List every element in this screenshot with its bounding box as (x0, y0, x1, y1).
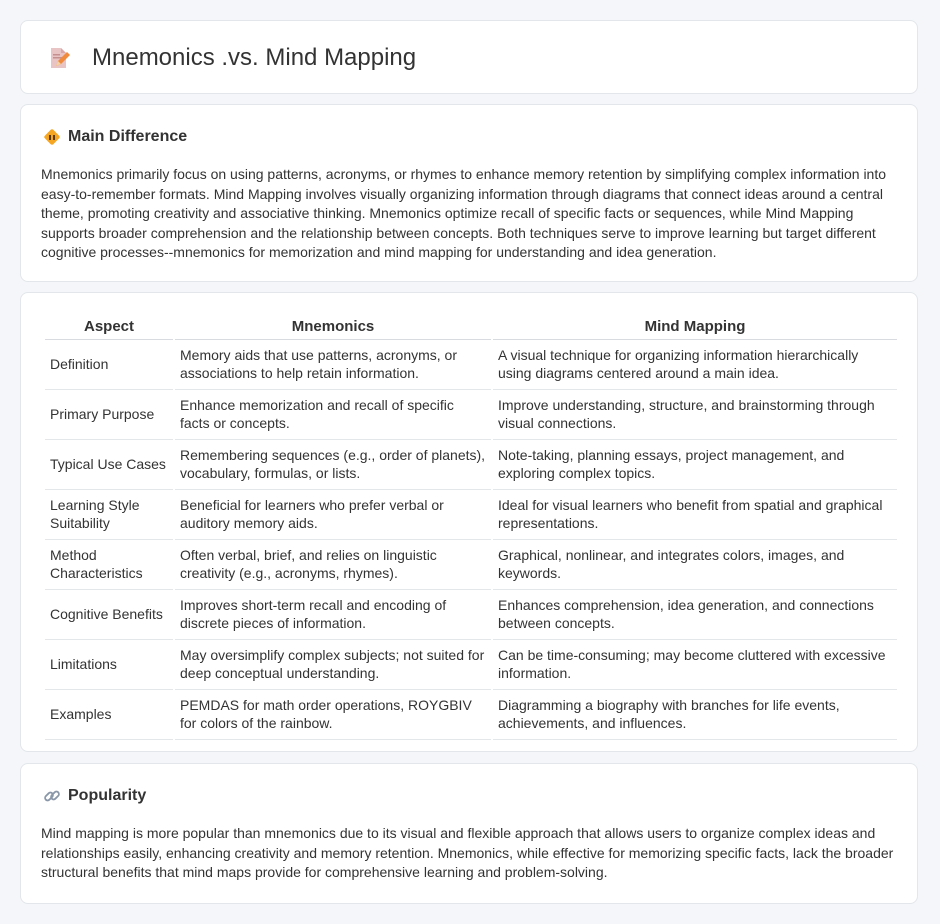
mind-mapping-cell: Diagramming a biography with branches for life events, achievements, and influences. (493, 690, 897, 740)
aspect-cell: Primary Purpose (45, 390, 173, 440)
main-difference-heading: Main Difference (68, 128, 188, 145)
table-row (45, 340, 897, 390)
table-header-row (45, 317, 897, 340)
table-row (45, 490, 897, 540)
table-row (45, 540, 897, 590)
mind-mapping-cell: Graphical, nonlinear, and integrates colors, images, and keywords. (493, 540, 897, 590)
table-row (45, 690, 897, 740)
mnemonics-cell: Improves short-term recall and encoding of discrete pieces of information. (175, 590, 491, 640)
popularity-card (20, 763, 918, 904)
mnemonics-cell: PEMDAS for math order operations, ROYGBIV for colors of the rainbow. (175, 690, 491, 740)
aspect-cell: Definition (45, 340, 173, 390)
mnemonics-cell: Remembering sequences (e.g., order of planets), vocabulary, formulas, or lists. (175, 440, 491, 490)
aspect-cell: Learning Style Suitability (45, 490, 173, 540)
popularity-heading: Popularity (68, 787, 147, 804)
page-title: Mnemonics .vs. Mind Mapping (92, 44, 417, 71)
main-difference-text: Mnemonics primarily focus on using patterns, acronyms, or rhymes to enhance memory retention by simplifying complex information into easy-to-remember formats. Mind Mapping involves visually organizing information through diagrams that connect ideas around a central theme, promoting creativity and associative thinking. Mnemonics optimize recall of specific facts or sequences, while Mind Mapping supports broader comprehension and the relationship between concepts. Both techniques serve to improve learning but target different cognitive processes--mnemonics for memorization and mind mapping for understanding and idea generation. (41, 166, 887, 261)
aspect-cell: Cognitive Benefits (45, 590, 173, 640)
mind-mapping-cell: Enhances comprehension, idea generation, and connections between concepts. (493, 590, 897, 640)
table-row (45, 390, 897, 440)
sign-icon (43, 128, 61, 146)
header-aspect: Aspect (45, 317, 173, 340)
table-row (45, 640, 897, 690)
document-pencil-icon (47, 46, 71, 70)
mnemonics-cell: Enhance memorization and recall of specific facts or concepts. (175, 390, 491, 440)
mnemonics-cell: Memory aids that use patterns, acronyms, or associations to help retain information. (175, 340, 491, 390)
aspect-cell: Method Characteristics (45, 540, 173, 590)
mind-mapping-cell: A visual technique for organizing information hierarchically using diagrams centered around a main idea. (493, 340, 897, 390)
header-mnemonics: Mnemonics (175, 317, 491, 340)
table-row (45, 590, 897, 640)
header-mind-mapping: Mind Mapping (493, 317, 897, 340)
link-icon (43, 787, 61, 805)
mnemonics-cell: Beneficial for learners who prefer verbal or auditory memory aids. (175, 490, 491, 540)
popularity-text: Mind mapping is more popular than mnemonics due to its visual and flexible approach that allows users to organize complex ideas and relationships easily, enhancing creativity and memory retention. Mnemonics, while effective for memorizing specific facts, lack the broader structural benefits that mind maps provide for comprehensive learning and problem-solving. (41, 825, 894, 881)
title-card (20, 20, 918, 94)
mind-mapping-cell: Note-taking, planning essays, project management, and exploring complex topics. (493, 440, 897, 490)
mnemonics-cell: Often verbal, brief, and relies on linguistic creativity (e.g., acronyms, rhymes). (175, 540, 491, 590)
mnemonics-cell: May oversimplify complex subjects; not suited for deep conceptual understanding. (175, 640, 491, 690)
mind-mapping-cell: Ideal for visual learners who benefit from spatial and graphical representations. (493, 490, 897, 540)
aspect-cell: Limitations (45, 640, 173, 690)
comparison-table (43, 317, 899, 740)
mind-mapping-cell: Improve understanding, structure, and brainstorming through visual connections. (493, 390, 897, 440)
aspect-cell: Typical Use Cases (45, 440, 173, 490)
comparison-card (20, 292, 918, 752)
table-row (45, 440, 897, 490)
aspect-cell: Examples (45, 690, 173, 740)
main-difference-card (20, 104, 918, 282)
mind-mapping-cell: Can be time-consuming; may become cluttered with excessive information. (493, 640, 897, 690)
